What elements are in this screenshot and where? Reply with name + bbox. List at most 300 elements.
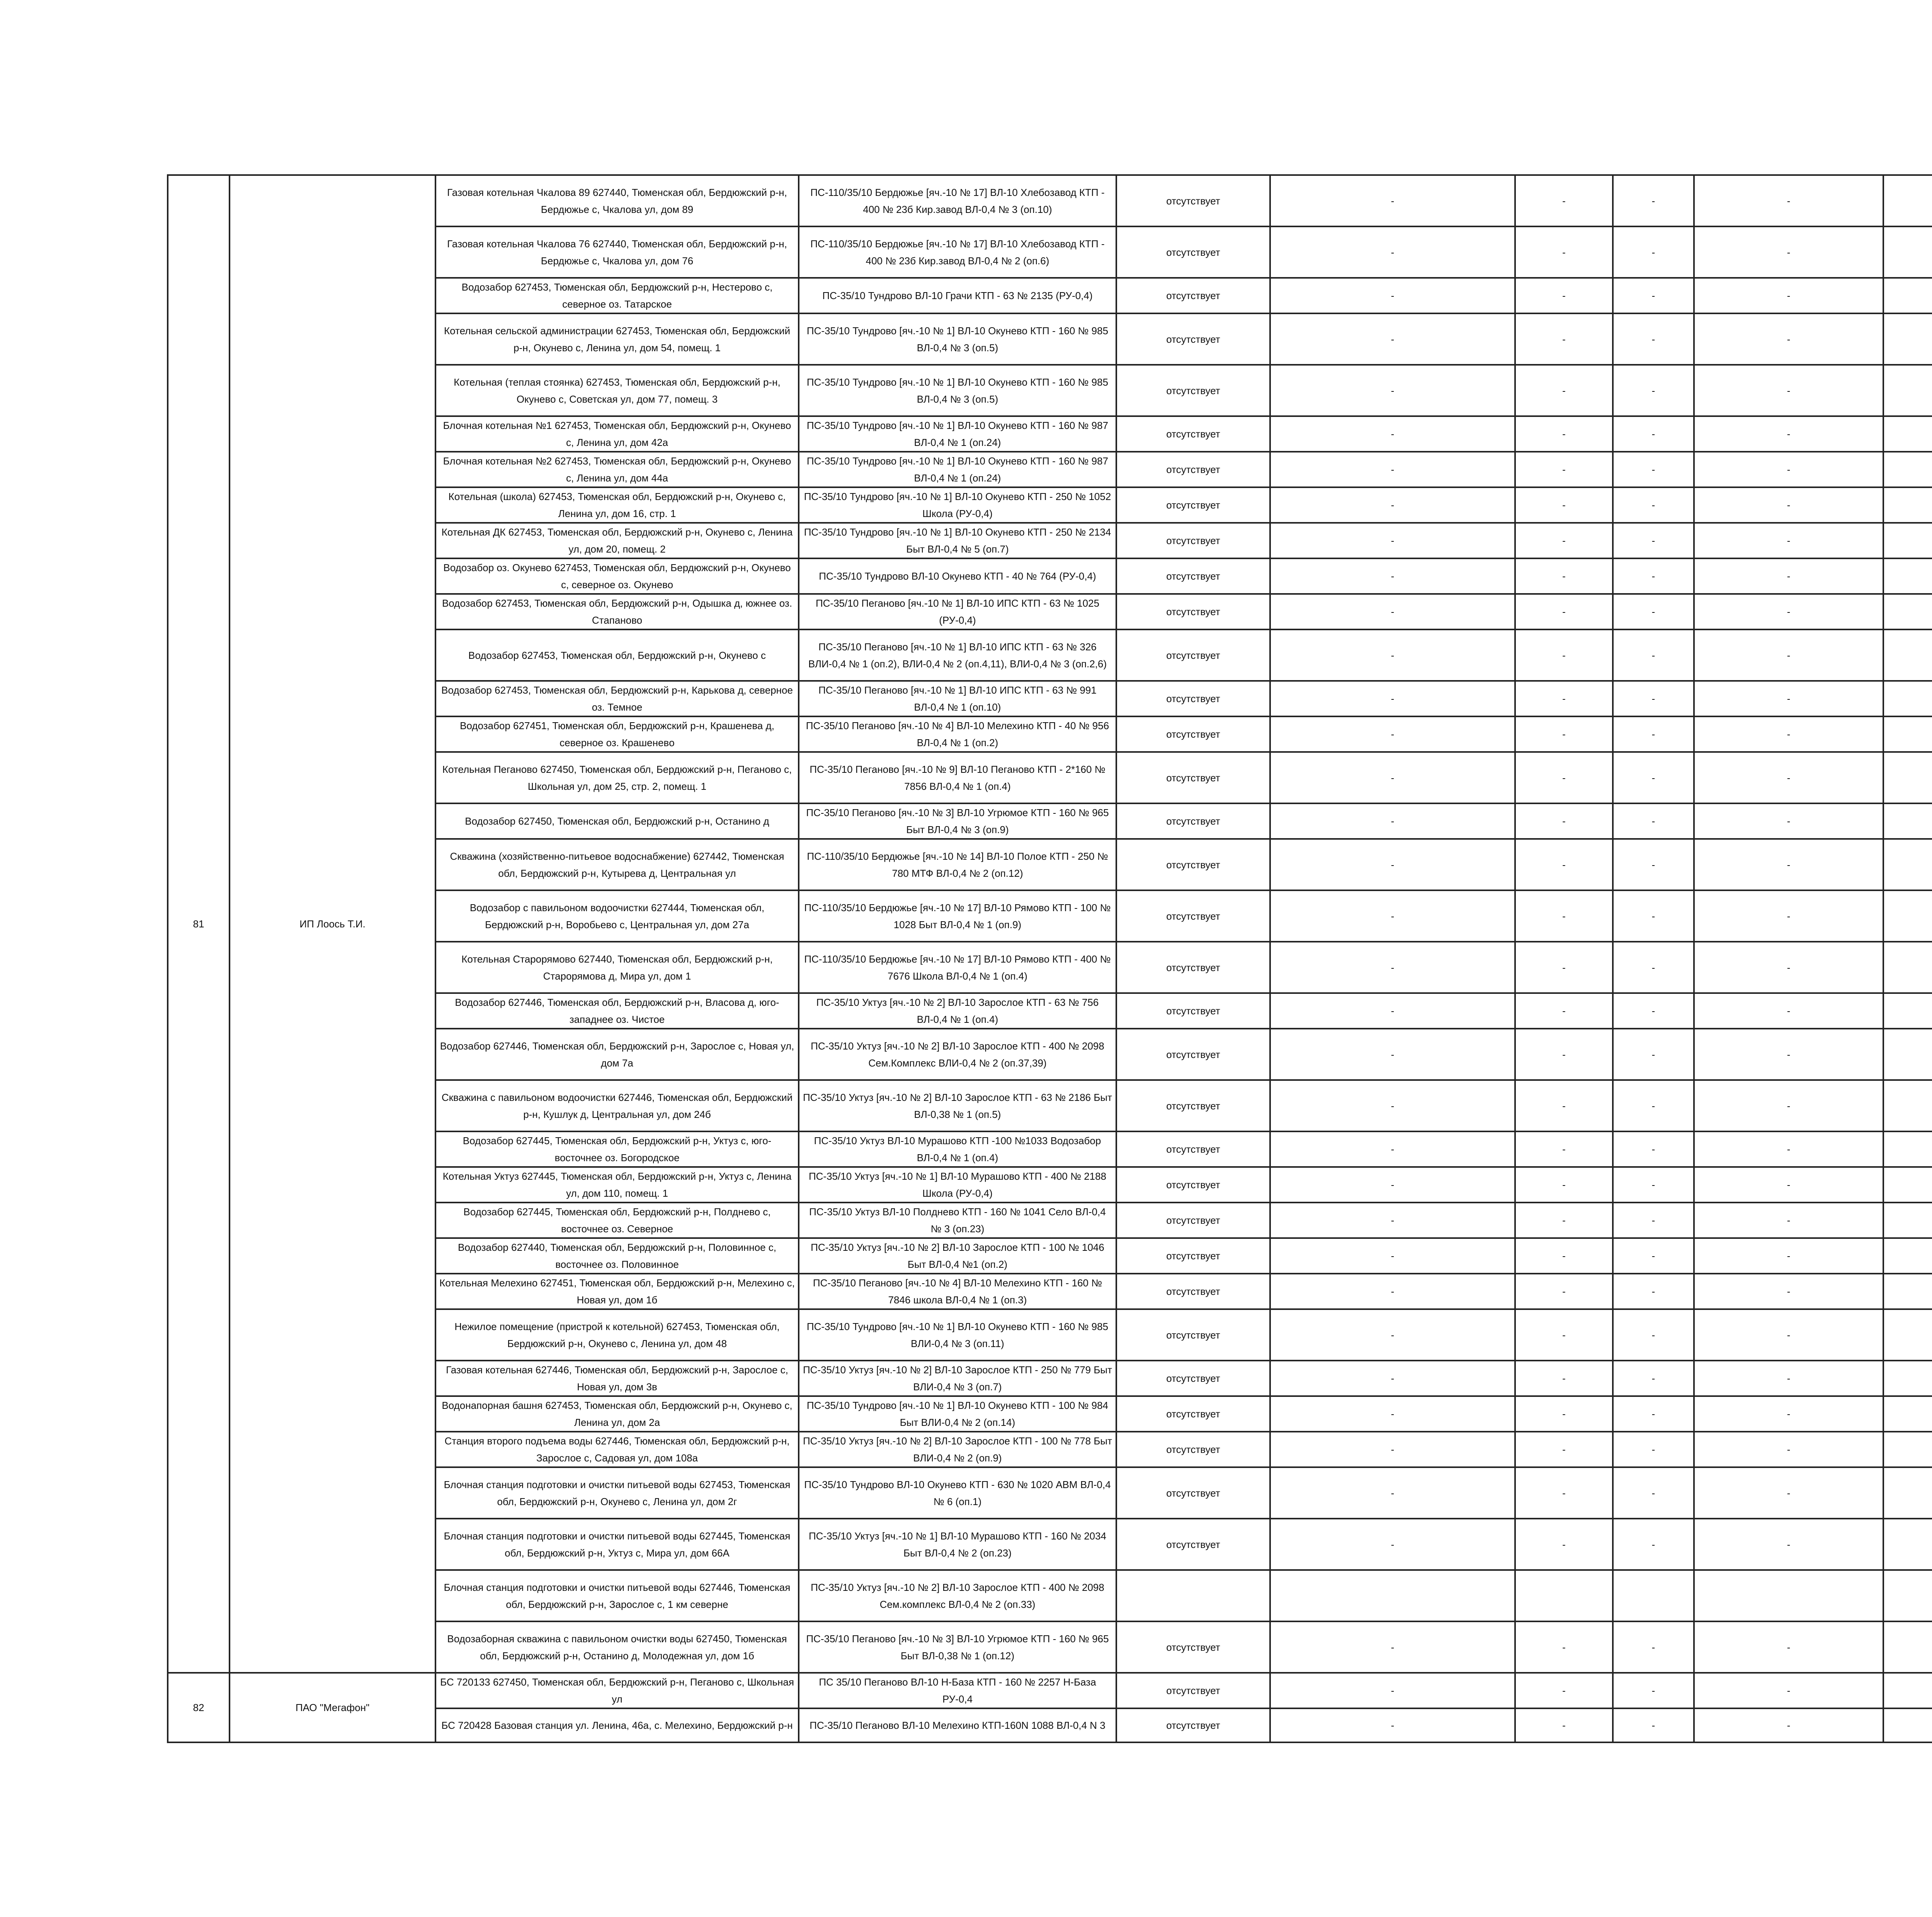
value-cell: - — [1613, 629, 1694, 681]
connections-table — [167, 174, 1932, 1743]
value-cell: - — [1694, 803, 1883, 839]
value-cell: - — [1613, 803, 1694, 839]
value-cell: - — [1270, 839, 1515, 890]
status-cell: отсутствует — [1116, 278, 1270, 313]
power-source-cell: ПС-35/10 Пеганово [яч.-10 № 1] ВЛ-10 ИПС КТП - 63 № 991 ВЛ-0,4 № 1 (оп.10) — [799, 681, 1116, 716]
value-cell — [1883, 1570, 1932, 1621]
value-cell: - — [1613, 594, 1694, 629]
value-cell: - — [1270, 452, 1515, 487]
status-cell: отсутствует — [1116, 1203, 1270, 1238]
value-cell — [1883, 365, 1932, 416]
value-cell — [1883, 681, 1932, 716]
value-cell — [1883, 1519, 1932, 1570]
value-cell: - — [1694, 1673, 1883, 1708]
power-source-cell: ПС-35/10 Тундрово [яч.-10 № 1] ВЛ-10 Окунево КТП - 160 № 985 ВЛИ-0,4 № 3 (оп.11) — [799, 1309, 1116, 1361]
status-cell: отсутствует — [1116, 594, 1270, 629]
value-cell: - — [1613, 416, 1694, 452]
value-cell — [1883, 1467, 1932, 1519]
status-cell: отсутствует — [1116, 839, 1270, 890]
status-cell: отсутствует — [1116, 226, 1270, 278]
status-cell: отсутствует — [1116, 1621, 1270, 1673]
value-cell: - — [1515, 629, 1613, 681]
value-cell: - — [1270, 594, 1515, 629]
power-source-cell: ПС-35/10 Тундрово ВЛ-10 Окунево КТП - 40 № 764 (РУ-0,4) — [799, 558, 1116, 594]
status-cell: отсутствует — [1116, 1167, 1270, 1203]
value-cell: - — [1515, 752, 1613, 803]
value-cell: - — [1694, 1029, 1883, 1080]
object-cell: Водозабор 627451, Тюменская обл, Бердюжский р-н, Крашенева д, северное оз. Крашеневo — [435, 716, 799, 752]
power-source-cell: ПС-35/10 Тундрово ВЛ-10 Окунево КТП - 630 № 1020 АВМ ВЛ-0,4 № 6 (оп.1) — [799, 1467, 1116, 1519]
group-number: 81 — [168, 175, 230, 1673]
table-row — [168, 1673, 1932, 1708]
value-cell: - — [1694, 416, 1883, 452]
object-cell: Газовая котельная Чкалова 89 627440, Тюменская обл, Бердюжский р-н, Бердюжье с, Чкалова ул, дом 89 — [435, 175, 799, 226]
value-cell — [1883, 1396, 1932, 1432]
status-cell: отсутствует — [1116, 803, 1270, 839]
power-source-cell: ПС-35/10 Уктуз [яч.-10 № 1] ВЛ-10 Мурашово КТП - 400 № 2188 Школа (РУ-0,4) — [799, 1167, 1116, 1203]
value-cell — [1883, 487, 1932, 523]
value-cell: - — [1270, 523, 1515, 558]
power-source-cell: ПС-110/35/10 Бердюжье [яч.-10 № 17] ВЛ-10 Хлебозавод КТП - 400 № 23б Кир.завод ВЛ-0,4 № 3 (оп.10) — [799, 175, 1116, 226]
value-cell: - — [1694, 993, 1883, 1029]
power-source-cell: ПС 35/10 Пеганово ВЛ-10 Н-База КТП - 160 № 2257 Н-База РУ-0,4 — [799, 1673, 1116, 1708]
value-cell: - — [1613, 452, 1694, 487]
value-cell: - — [1515, 313, 1613, 365]
value-cell: - — [1270, 278, 1515, 313]
value-cell: - — [1694, 278, 1883, 313]
value-cell: - — [1694, 1519, 1883, 1570]
status-cell: отсутствует — [1116, 313, 1270, 365]
value-cell — [1883, 1274, 1932, 1309]
value-cell — [1883, 752, 1932, 803]
status-cell: отсутствует — [1116, 1673, 1270, 1708]
value-cell: - — [1613, 523, 1694, 558]
value-cell: - — [1613, 1432, 1694, 1467]
value-cell: - — [1270, 681, 1515, 716]
value-cell: - — [1613, 1309, 1694, 1361]
value-cell — [1883, 1029, 1932, 1080]
organization-name: ПАО "Мегафон" — [230, 1673, 435, 1742]
value-cell: - — [1694, 1309, 1883, 1361]
object-cell: Водозабор 627446, Тюменская обл, Бердюжский р-н, Зарослое с, Новая ул, дом 7а — [435, 1029, 799, 1080]
value-cell: - — [1613, 1029, 1694, 1080]
object-cell: Водозабор оз. Окунево 627453, Тюменская обл, Бердюжский р-н, Окунево с, северное оз. Окунево — [435, 558, 799, 594]
value-cell: - — [1515, 1274, 1613, 1309]
value-cell: - — [1515, 890, 1613, 942]
status-cell: отсутствует — [1116, 681, 1270, 716]
value-cell: - — [1515, 226, 1613, 278]
value-cell: - — [1694, 839, 1883, 890]
object-cell: Котельная (теплая стоянка) 627453, Тюменская обл, Бердюжский р-н, Окунево с, Советская ул, дом 77, помещ. 3 — [435, 365, 799, 416]
value-cell: - — [1270, 313, 1515, 365]
value-cell: - — [1515, 942, 1613, 993]
object-cell: Блочная станция подготовки и очистки питьевой воды 627453, Тюменская обл, Бердюжский р-н, Окунево с, Ленина ул, дом 2г — [435, 1467, 799, 1519]
value-cell: - — [1613, 278, 1694, 313]
value-cell — [1270, 1570, 1515, 1621]
status-cell: отсутствует — [1116, 629, 1270, 681]
value-cell: - — [1515, 558, 1613, 594]
value-cell: - — [1515, 1467, 1613, 1519]
value-cell: - — [1515, 594, 1613, 629]
object-cell: Станция второго подъема воды 627446, Тюменская обл, Бердюжский р-н, Зарослое с, Садовая ул, дом 108а — [435, 1432, 799, 1467]
value-cell: - — [1613, 1621, 1694, 1673]
value-cell: - — [1515, 523, 1613, 558]
power-source-cell: ПС-35/10 Пеганово [яч.-10 № 4] ВЛ-10 Мелехино КТП - 40 № 956 ВЛ-0,4 № 1 (оп.2) — [799, 716, 1116, 752]
value-cell — [1883, 1673, 1932, 1708]
status-cell: отсутствует — [1116, 1467, 1270, 1519]
status-cell: отсутствует — [1116, 1396, 1270, 1432]
power-source-cell: ПС-35/10 Уктуз [яч.-10 № 2] ВЛ-10 Зарослое КТП - 400 № 2098 Сем.Комплекс ВЛИ-0,4 № 2 (оп.37,39) — [799, 1029, 1116, 1080]
value-cell: - — [1515, 1203, 1613, 1238]
value-cell: - — [1694, 523, 1883, 558]
object-cell: Котельная Мелехино 627451, Тюменская обл, Бердюжский р-н, Мелехино с, Новая ул, дом 1б — [435, 1274, 799, 1309]
power-source-cell: ПС-35/10 Пеганово [яч.-10 № 1] ВЛ-10 ИПС КТП - 63 № 1025 (РУ-0,4) — [799, 594, 1116, 629]
value-cell: - — [1694, 1080, 1883, 1131]
status-cell: отсутствует — [1116, 1708, 1270, 1742]
value-cell: - — [1515, 803, 1613, 839]
value-cell: - — [1613, 1080, 1694, 1131]
value-cell — [1883, 594, 1932, 629]
object-cell: Водозабор 627440, Тюменская обл, Бердюжский р-н, Половинное с, восточнее оз. Половинное — [435, 1238, 799, 1274]
power-source-cell: ПС-35/10 Уктуз [яч.-10 № 2] ВЛ-10 Зарослое КТП - 100 № 1046 Быт ВЛ-0,4 №1 (оп.2) — [799, 1238, 1116, 1274]
group-number: 82 — [168, 1673, 230, 1742]
value-cell: - — [1270, 803, 1515, 839]
power-source-cell: ПС-35/10 Уктуз [яч.-10 № 1] ВЛ-10 Мурашово КТП - 160 № 2034 Быт ВЛ-0,4 № 2 (оп.23) — [799, 1519, 1116, 1570]
status-cell: отсутствует — [1116, 716, 1270, 752]
object-cell: Нежилое помещение (пристрой к котельной) 627453, Тюменская обл, Бердюжский р-н, Окунево с, Ленина ул, дом 48 — [435, 1309, 799, 1361]
value-cell: - — [1270, 1673, 1515, 1708]
value-cell: - — [1613, 716, 1694, 752]
value-cell: - — [1515, 1519, 1613, 1570]
power-source-cell: ПС-35/10 Уктуз [яч.-10 № 2] ВЛ-10 Зарослое КТП - 400 № 2098 Сем.комплекс ВЛ-0,4 № 2 (оп.33) — [799, 1570, 1116, 1621]
value-cell: - — [1515, 175, 1613, 226]
object-cell: Водозабор 627453, Тюменская обл, Бердюжский р-н, Окунево с — [435, 629, 799, 681]
value-cell: - — [1515, 1131, 1613, 1167]
power-source-cell: ПС-35/10 Тундрово [яч.-10 № 1] ВЛ-10 Окунево КТП - 160 № 985 ВЛ-0,4 № 3 (оп.5) — [799, 365, 1116, 416]
status-cell: отсутствует — [1116, 1080, 1270, 1131]
object-cell: Котельная Пеганово 627450, Тюменская обл, Бердюжский р-н, Пеганово с, Школьная ул, дом 25, стр. 2, помещ. 1 — [435, 752, 799, 803]
value-cell: - — [1515, 1621, 1613, 1673]
value-cell: - — [1694, 1396, 1883, 1432]
value-cell: - — [1270, 716, 1515, 752]
object-cell: Водозабор 627453, Тюменская обл, Бердюжский р-н, Одышка д, южнее оз. Стапаново — [435, 594, 799, 629]
value-cell — [1883, 1080, 1932, 1131]
object-cell: Водозабор 627450, Тюменская обл, Бердюжский р-н, Останино д — [435, 803, 799, 839]
object-cell: Блочная котельная №1 627453, Тюменская обл, Бердюжский р-н, Окунево с, Ленина ул, дом 42а — [435, 416, 799, 452]
power-source-cell: ПС-35/10 Тундрово [яч.-10 № 1] ВЛ-10 Окунево КТП - 250 № 1052 Школа (РУ-0,4) — [799, 487, 1116, 523]
value-cell: - — [1270, 993, 1515, 1029]
value-cell: - — [1270, 1131, 1515, 1167]
table-body — [168, 175, 1932, 1742]
value-cell: - — [1613, 1131, 1694, 1167]
value-cell — [1883, 1167, 1932, 1203]
value-cell: - — [1270, 487, 1515, 523]
value-cell: - — [1694, 1432, 1883, 1467]
value-cell: - — [1270, 416, 1515, 452]
power-source-cell: ПС-35/10 Пеганово ВЛ-10 Мелехино КТП-160N 1088 ВЛ-0,4 N 3 — [799, 1708, 1116, 1742]
status-cell: отсутствует — [1116, 752, 1270, 803]
value-cell: - — [1515, 839, 1613, 890]
status-cell: отсутствует — [1116, 1519, 1270, 1570]
value-cell: - — [1270, 1080, 1515, 1131]
value-cell: - — [1613, 890, 1694, 942]
status-cell: отсутствует — [1116, 1238, 1270, 1274]
object-cell: БС 720428 Базовая станция ул. Ленина, 46а, с. Мелехино, Бердюжский р-н — [435, 1708, 799, 1742]
object-cell: Газовая котельная Чкалова 76 627440, Тюменская обл, Бердюжский р-н, Бердюжье с, Чкалова ул, дом 76 — [435, 226, 799, 278]
value-cell: - — [1270, 1708, 1515, 1742]
value-cell — [1883, 278, 1932, 313]
value-cell — [1883, 1238, 1932, 1274]
value-cell: - — [1694, 1131, 1883, 1167]
value-cell — [1883, 629, 1932, 681]
status-cell: отсутствует — [1116, 1309, 1270, 1361]
object-cell: Водозабор 627453, Тюменская обл, Бердюжский р-н, Нестерово с, северное оз. Татарское — [435, 278, 799, 313]
value-cell: - — [1613, 558, 1694, 594]
value-cell: - — [1613, 993, 1694, 1029]
value-cell — [1883, 716, 1932, 752]
value-cell: - — [1694, 313, 1883, 365]
power-source-cell: ПС-35/10 Пеганово [яч.-10 № 4] ВЛ-10 Мелехино КТП - 160 № 7846 школа ВЛ-0,4 № 1 (оп.3) — [799, 1274, 1116, 1309]
object-cell: Котельная сельской администрации 627453, Тюменская обл, Бердюжский р-н, Окунево с, Ленина ул, дом 54, помещ. 1 — [435, 313, 799, 365]
value-cell: - — [1270, 1621, 1515, 1673]
power-source-cell: ПС-110/35/10 Бердюжье [яч.-10 № 14] ВЛ-10 Полое КТП - 250 № 780 МТФ ВЛ-0,4 № 2 (оп.12) — [799, 839, 1116, 890]
value-cell: - — [1515, 993, 1613, 1029]
table-row — [168, 175, 1932, 226]
value-cell: - — [1270, 629, 1515, 681]
power-source-cell: ПС-35/10 Тундрово [яч.-10 № 1] ВЛ-10 Окунево КТП - 100 № 984 Быт ВЛИ-0,4 № 2 (оп.14) — [799, 1396, 1116, 1432]
status-cell: отсутствует — [1116, 993, 1270, 1029]
value-cell: - — [1270, 1432, 1515, 1467]
status-cell — [1116, 1570, 1270, 1621]
power-source-cell: ПС-35/10 Тундрово [яч.-10 № 1] ВЛ-10 Окунево КТП - 160 № 987 ВЛ-0,4 № 1 (оп.24) — [799, 416, 1116, 452]
object-cell: Котельная ДК 627453, Тюменская обл, Бердюжский р-н, Окунево с, Ленина ул, дом 20, помещ. 2 — [435, 523, 799, 558]
value-cell: - — [1613, 1361, 1694, 1396]
value-cell: - — [1613, 175, 1694, 226]
value-cell: - — [1613, 487, 1694, 523]
power-source-cell: ПС-35/10 Уктуз ВЛ-10 Полднево КТП - 160 № 1041 Село ВЛ-0,4 № 3 (оп.23) — [799, 1203, 1116, 1238]
value-cell: - — [1515, 487, 1613, 523]
value-cell: - — [1613, 942, 1694, 993]
value-cell: - — [1694, 1167, 1883, 1203]
object-cell: Скважина (хозяйственно-питьевое водоснабжение) 627442, Тюменская обл, Бердюжский р-н, Кутырева д, Центральная ул — [435, 839, 799, 890]
value-cell: - — [1270, 1274, 1515, 1309]
power-source-cell: ПС-110/35/10 Бердюжье [яч.-10 № 17] ВЛ-10 Рямово КТП - 400 № 7676 Школа ВЛ-0,4 № 1 (оп.4) — [799, 942, 1116, 993]
status-cell: отсутствует — [1116, 890, 1270, 942]
value-cell — [1883, 839, 1932, 890]
object-cell: Водозабор 627445, Тюменская обл, Бердюжский р-н, Уктуз с, юго-восточнее оз. Богородское — [435, 1131, 799, 1167]
value-cell — [1883, 1131, 1932, 1167]
value-cell: - — [1694, 681, 1883, 716]
value-cell: - — [1270, 1467, 1515, 1519]
object-cell: Котельная (школа) 627453, Тюменская обл, Бердюжский р-н, Окунево с, Ленина ул, дом 16, стр. 1 — [435, 487, 799, 523]
status-cell: отсутствует — [1116, 1131, 1270, 1167]
value-cell: - — [1694, 1708, 1883, 1742]
value-cell — [1694, 1570, 1883, 1621]
value-cell: - — [1694, 365, 1883, 416]
value-cell — [1883, 1309, 1932, 1361]
value-cell: - — [1613, 1467, 1694, 1519]
value-cell: - — [1694, 1467, 1883, 1519]
value-cell: - — [1270, 1519, 1515, 1570]
status-cell: отсутствует — [1116, 416, 1270, 452]
status-cell: отсутствует — [1116, 487, 1270, 523]
value-cell: - — [1270, 1396, 1515, 1432]
value-cell: - — [1270, 1309, 1515, 1361]
object-cell: Котельная Уктуз 627445, Тюменская обл, Бердюжский р-н, Уктуз с, Ленина ул, дом 110, помещ. 1 — [435, 1167, 799, 1203]
status-cell: отсутствует — [1116, 942, 1270, 993]
power-source-cell: ПС-35/10 Уктуз ВЛ-10 Мурашово КТП -100 №1033 Водозабор ВЛ-0,4 № 1 (оп.4) — [799, 1131, 1116, 1167]
power-source-cell: ПС-35/10 Тундрово [яч.-10 № 1] ВЛ-10 Окунево КТП - 250 № 2134 Быт ВЛ-0,4 № 5 (оп.7) — [799, 523, 1116, 558]
value-cell: - — [1515, 716, 1613, 752]
object-cell: Водозабор 627446, Тюменская обл, Бердюжский р-н, Власова д, юго-западнее оз. Чистое — [435, 993, 799, 1029]
value-cell: - — [1613, 1167, 1694, 1203]
object-cell: Блочная станция подготовки и очистки питьевой воды 627446, Тюменская обл, Бердюжский р-н, Зарослое с, 1 км северне — [435, 1570, 799, 1621]
value-cell: - — [1613, 1396, 1694, 1432]
value-cell: - — [1515, 1432, 1613, 1467]
status-cell: отсутствует — [1116, 523, 1270, 558]
value-cell: - — [1694, 487, 1883, 523]
value-cell: - — [1694, 558, 1883, 594]
value-cell — [1883, 523, 1932, 558]
value-cell: - — [1613, 226, 1694, 278]
status-cell: отсутствует — [1116, 1029, 1270, 1080]
status-cell: отсутствует — [1116, 175, 1270, 226]
value-cell: - — [1515, 1708, 1613, 1742]
object-cell: Водозабор 627453, Тюменская обл, Бердюжский р-н, Карькова д, северное оз. Темное — [435, 681, 799, 716]
value-cell: - — [1613, 752, 1694, 803]
value-cell: - — [1270, 890, 1515, 942]
object-cell: Блочная станция подготовки и очистки питьевой воды 627445, Тюменская обл, Бердюжский р-н, Уктуз с, Мира ул, дом 66А — [435, 1519, 799, 1570]
power-source-cell: ПС-35/10 Пеганово [яч.-10 № 3] ВЛ-10 Угрюмое КТП - 160 № 965 Быт ВЛ-0,38 № 1 (оп.12) — [799, 1621, 1116, 1673]
object-cell: Блочная котельная №2 627453, Тюменская обл, Бердюжский р-н, Окунево с, Ленина ул, дом 44а — [435, 452, 799, 487]
value-cell: - — [1694, 452, 1883, 487]
value-cell: - — [1613, 365, 1694, 416]
value-cell — [1883, 175, 1932, 226]
object-cell: Водозабор 627445, Тюменская обл, Бердюжский р-н, Полднево с, восточнее оз. Северное — [435, 1203, 799, 1238]
value-cell — [1883, 1708, 1932, 1742]
object-cell: БС 720133 627450, Тюменская обл, Бердюжский р-н, Пеганово с, Школьная ул — [435, 1673, 799, 1708]
value-cell: - — [1515, 681, 1613, 716]
value-cell: - — [1270, 1167, 1515, 1203]
value-cell — [1883, 452, 1932, 487]
value-cell: - — [1515, 1673, 1613, 1708]
value-cell — [1883, 1432, 1932, 1467]
organization-name: ИП Лоось Т.И. — [230, 175, 435, 1673]
value-cell: - — [1694, 752, 1883, 803]
value-cell — [1883, 1361, 1932, 1396]
object-cell: Водозабор с павильоном водоочистки 627444, Тюменская обл, Бердюжский р-н, Воробьево с, Центральная ул, дом 27а — [435, 890, 799, 942]
power-source-cell: ПС-35/10 Тундрово ВЛ-10 Грачи КТП - 63 № 2135 (РУ-0,4) — [799, 278, 1116, 313]
value-cell: - — [1613, 681, 1694, 716]
value-cell: - — [1694, 629, 1883, 681]
value-cell: - — [1515, 278, 1613, 313]
value-cell — [1613, 1570, 1694, 1621]
value-cell: - — [1613, 1708, 1694, 1742]
value-cell: - — [1694, 1274, 1883, 1309]
power-source-cell: ПС-35/10 Уктуз [яч.-10 № 2] ВЛ-10 Зарослое КТП - 63 № 2186 Быт ВЛ-0,38 № 1 (оп.5) — [799, 1080, 1116, 1131]
value-cell: - — [1694, 1203, 1883, 1238]
value-cell: - — [1613, 839, 1694, 890]
value-cell: - — [1613, 1274, 1694, 1309]
status-cell: отсутствует — [1116, 1432, 1270, 1467]
value-cell: - — [1270, 1238, 1515, 1274]
value-cell: - — [1694, 716, 1883, 752]
value-cell — [1883, 313, 1932, 365]
power-source-cell: ПС-35/10 Тундрово [яч.-10 № 1] ВЛ-10 Окунево КТП - 160 № 985 ВЛ-0,4 № 3 (оп.5) — [799, 313, 1116, 365]
power-source-cell: ПС-35/10 Уктуз [яч.-10 № 2] ВЛ-10 Зарослое КТП - 250 № 779 Быт ВЛИ-0,4 № 3 (оп.7) — [799, 1361, 1116, 1396]
value-cell: - — [1515, 1029, 1613, 1080]
object-cell: Водонапорная башня 627453, Тюменская обл, Бердюжский р-н, Окунево с, Ленина ул, дом 2а — [435, 1396, 799, 1432]
value-cell: - — [1613, 1519, 1694, 1570]
value-cell: - — [1694, 942, 1883, 993]
power-source-cell: ПС-35/10 Пеганово [яч.-10 № 3] ВЛ-10 Угрюмое КТП - 160 № 965 Быт ВЛ-0,4 № 3 (оп.9) — [799, 803, 1116, 839]
value-cell: - — [1270, 1029, 1515, 1080]
value-cell: - — [1270, 226, 1515, 278]
value-cell: - — [1515, 1361, 1613, 1396]
value-cell — [1883, 803, 1932, 839]
value-cell: - — [1270, 1361, 1515, 1396]
value-cell: - — [1515, 365, 1613, 416]
value-cell: - — [1515, 452, 1613, 487]
value-cell: - — [1515, 416, 1613, 452]
value-cell: - — [1694, 594, 1883, 629]
value-cell: - — [1694, 1238, 1883, 1274]
power-source-cell: ПС-110/35/10 Бердюжье [яч.-10 № 17] ВЛ-10 Рямово КТП - 100 № 1028 Быт ВЛ-0,4 № 1 (оп.9) — [799, 890, 1116, 942]
value-cell: - — [1270, 1203, 1515, 1238]
power-source-cell: ПС-35/10 Уктуз [яч.-10 № 2] ВЛ-10 Зарослое КТП - 100 № 778 Быт ВЛИ-0,4 № 2 (оп.9) — [799, 1432, 1116, 1467]
value-cell: - — [1694, 226, 1883, 278]
status-cell: отсутствует — [1116, 365, 1270, 416]
value-cell — [1883, 890, 1932, 942]
object-cell: Водозаборная скважина с павильоном очистки воды 627450, Тюменская обл, Бердюжский р-н, Останино д, Молодежная ул, дом 1б — [435, 1621, 799, 1673]
power-source-cell: ПС-35/10 Пеганово [яч.-10 № 9] ВЛ-10 Пеганово КТП - 2*160 № 7856 ВЛ-0,4 № 1 (оп.4) — [799, 752, 1116, 803]
value-cell: - — [1270, 175, 1515, 226]
value-cell — [1883, 558, 1932, 594]
value-cell: - — [1270, 942, 1515, 993]
value-cell — [1883, 942, 1932, 993]
status-cell: отсутствует — [1116, 452, 1270, 487]
value-cell — [1883, 993, 1932, 1029]
value-cell: - — [1694, 175, 1883, 226]
value-cell: - — [1270, 558, 1515, 594]
value-cell: - — [1515, 1309, 1613, 1361]
value-cell: - — [1613, 313, 1694, 365]
power-source-cell: ПС-35/10 Тундрово [яч.-10 № 1] ВЛ-10 Окунево КТП - 160 № 987 ВЛ-0,4 № 1 (оп.24) — [799, 452, 1116, 487]
object-cell: Газовая котельная 627446, Тюменская обл, Бердюжский р-н, Зарослое с, Новая ул, дом 3в — [435, 1361, 799, 1396]
value-cell: - — [1270, 365, 1515, 416]
status-cell: отсутствует — [1116, 558, 1270, 594]
value-cell: - — [1613, 1203, 1694, 1238]
value-cell: - — [1515, 1167, 1613, 1203]
value-cell: - — [1270, 752, 1515, 803]
value-cell — [1883, 416, 1932, 452]
status-cell: отсутствует — [1116, 1361, 1270, 1396]
value-cell: - — [1694, 1621, 1883, 1673]
object-cell: Скважина с павильоном водоочистки 627446, Тюменская обл, Бердюжский р-н, Кушлук д, Центральная ул, дом 24б — [435, 1080, 799, 1131]
power-source-cell: ПС-110/35/10 Бердюжье [яч.-10 № 17] ВЛ-10 Хлебозавод КТП - 400 № 23б Кир.завод ВЛ-0,4 № 2 (оп.6) — [799, 226, 1116, 278]
value-cell — [1515, 1570, 1613, 1621]
value-cell: - — [1515, 1238, 1613, 1274]
value-cell — [1883, 1621, 1932, 1673]
power-source-cell: ПС-35/10 Уктуз [яч.-10 № 2] ВЛ-10 Зарослое КТП - 63 № 756 ВЛ-0,4 № 1 (оп.4) — [799, 993, 1116, 1029]
value-cell: - — [1515, 1396, 1613, 1432]
status-cell: отсутствует — [1116, 1274, 1270, 1309]
value-cell: - — [1694, 1361, 1883, 1396]
value-cell: - — [1515, 1080, 1613, 1131]
value-cell: - — [1694, 890, 1883, 942]
value-cell — [1883, 1203, 1932, 1238]
value-cell: - — [1613, 1673, 1694, 1708]
